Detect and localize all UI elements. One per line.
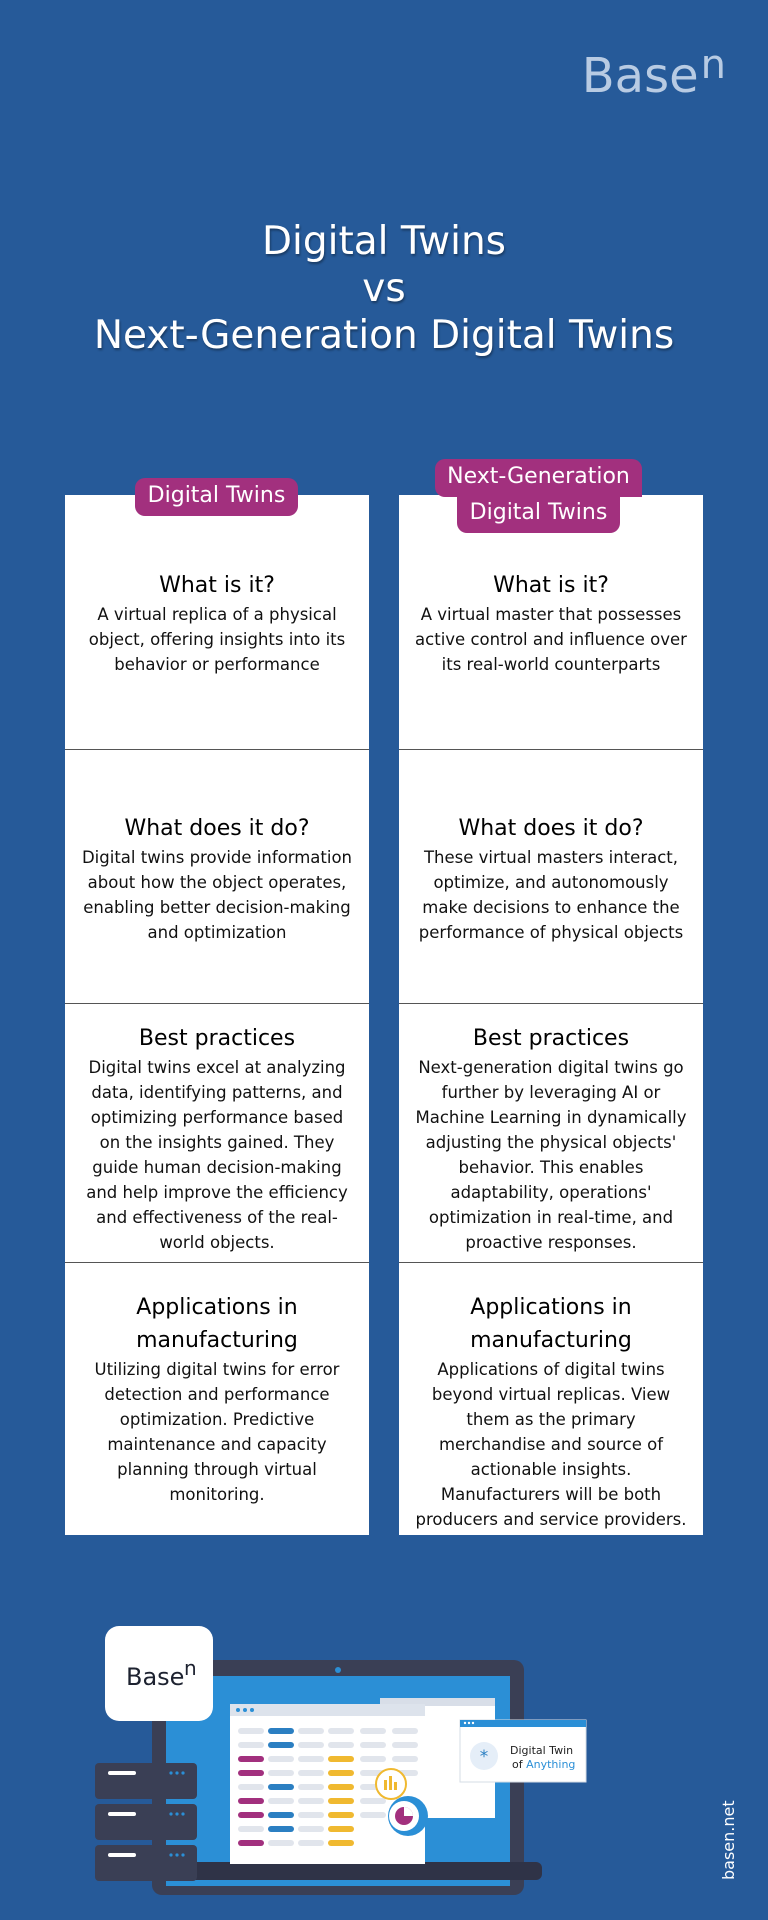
window-dot (250, 1708, 254, 1712)
window-dot (243, 1708, 247, 1712)
laptop-illustration (0, 1620, 768, 1920)
section-body: Applications of digital twins beyond virtual replicas. View them as the primary merchandise and source of actionable insights. Manufacturers will be both producers and service providers. (415, 1360, 687, 1529)
digital-twins-column (65, 495, 369, 1535)
section-heading: Applications in manufacturing (470, 1295, 632, 1353)
section-heading: What is it? (159, 573, 275, 598)
section-body: These virtual masters interact, optimize, and autonomously make decisions to enhance the performance of physical objects (418, 848, 684, 942)
next-gen-label-line-1: Next-Generation (435, 459, 642, 497)
section-body: Next-generation digital twins go further by leveraging AI or Machine Learning in dynamically adjusting the physical objects' behavior. This enables adaptability, operations' optimization in real-time, and proactive responses. (415, 1058, 687, 1252)
section-heading: What does it do? (458, 816, 644, 841)
section-body: Digital twins excel at analyzing data, identifying patterns, and optimizing performance based on the insights gained. They guide human decision-making and help improve the efficiency and effectiveness of the real-world objects. (86, 1058, 348, 1252)
ng-applications (399, 1263, 703, 1535)
section-heading: What is it? (493, 573, 609, 598)
logo-card-text: Base (126, 1663, 185, 1691)
dt-best-practices (65, 1004, 369, 1263)
section-body: A virtual master that possesses active control and influence over its real-world counterparts (415, 605, 687, 674)
section-heading: Best practices (138, 1026, 296, 1051)
section-body: A virtual replica of a physical object, offering insights into its behavior or performance (88, 605, 346, 674)
basen-logo: Base$^n$ (581, 42, 726, 104)
server-stack (95, 1763, 197, 1881)
next-gen-column (399, 495, 703, 1535)
ng-what-is-it (399, 495, 703, 750)
logo-card-sup: n (184, 1656, 197, 1680)
section-body: Utilizing digital twins for error detection and performance optimization. Predictive maintenance and capacity planning through virtual monitoring. (94, 1360, 340, 1504)
ng-what-does-it-do (399, 750, 703, 1004)
camera-dot (335, 1667, 341, 1673)
section-heading: What does it do? (124, 816, 310, 841)
dt-what-is-it (65, 495, 369, 750)
spreadsheet-titlebar (230, 1704, 425, 1716)
card-line-1: Digital Twin (510, 1744, 574, 1757)
dt-applications (65, 1263, 369, 1535)
section-heading: Applications in manufacturing (136, 1295, 298, 1353)
title-line-1: Digital Twins (261, 219, 507, 264)
section-body: Digital twins provide information about how the object operates, enabling better decision-making and optimization (81, 848, 353, 942)
title-line-2: vs (362, 266, 406, 311)
section-heading: Best practices (472, 1026, 630, 1051)
title-line-3: Next-Generation Digital Twins (93, 313, 675, 358)
laptop-base (140, 1862, 542, 1880)
digital-twins-label: Digital Twins (135, 478, 298, 516)
dt-what-does-it-do (65, 750, 369, 1004)
window-dot (236, 1708, 240, 1712)
page-title (0, 218, 768, 359)
website-url: basen.net (719, 1800, 738, 1880)
svg-text:*: * (479, 1747, 489, 1767)
next-gen-label-line-2: Digital Twins (457, 495, 620, 533)
ng-best-practices (399, 1004, 703, 1263)
card-line-2: of Anything (512, 1758, 576, 1771)
